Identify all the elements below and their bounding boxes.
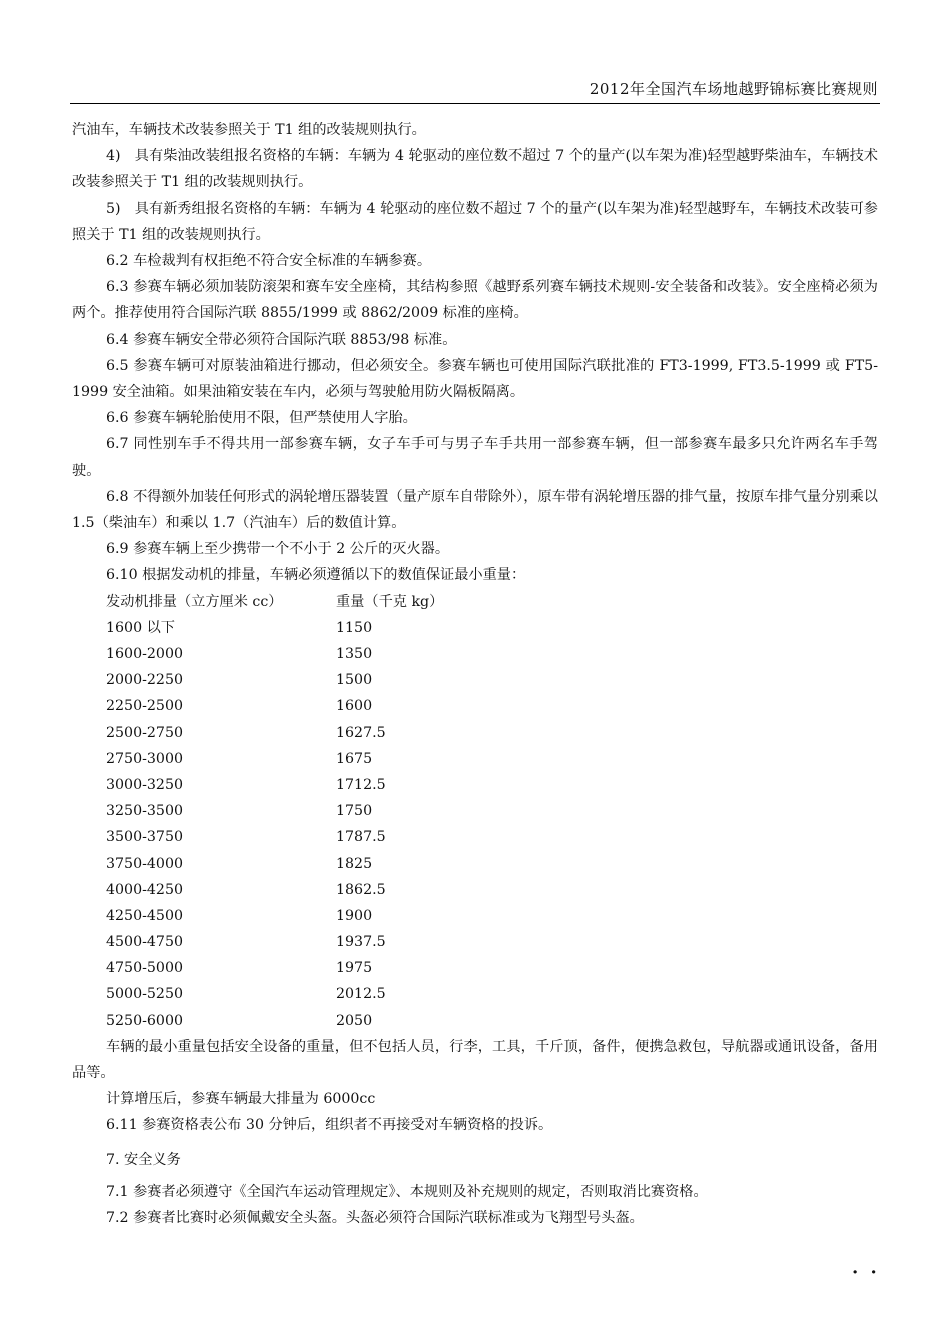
bottom-paragraphs <box>72 1034 878 1139</box>
weight-cell: 1862.5 <box>336 881 386 898</box>
header-divider <box>70 103 880 104</box>
table-row <box>72 903 878 929</box>
weight-cell: 1975 <box>336 960 373 977</box>
table-row <box>72 772 878 798</box>
table-row <box>72 615 878 641</box>
paragraph: 6.11 参赛资格表公布 30 分钟后，组织者不再接受对车辆资格的投诉。 <box>106 1117 553 1134</box>
paragraph: 4) 具有柴油改装组报名资格的车辆：车辆为 4 轮驱动的座位数不超过 7 个的量产(以车架为准)轻型越野柴油车，车辆技术改装参照关于 T1 组的改装规则执行。 <box>72 148 878 191</box>
table-row <box>72 720 878 746</box>
table-row <box>72 981 878 1007</box>
paragraph: 6.7 同性别车手不得共用一部参赛车辆，女子车手可与男子车手共用一部参赛车辆，但一部参赛车最多只允许两名车手驾驶。 <box>72 436 878 479</box>
paragraph: 6.6 参赛车辆轮胎使用不限，但严禁使用人字胎。 <box>106 410 417 427</box>
paragraph: 6.5 参赛车辆可对原装油箱进行挪动，但必须安全。参赛车辆也可使用国际汽联批准的 FT3-1999, FT3.5-1999 或 FT5-1999 安全油箱。如果油箱安装在车内，必须与驾驶舱用防火隔板隔离。 <box>72 357 878 401</box>
table-row <box>72 667 878 693</box>
section-7-heading: 7. 安全义务 <box>106 1151 181 1168</box>
displacement-cell: 5000-5250 <box>106 986 184 1003</box>
page-header-title: 2012年全国汽车场地越野锦标赛比赛规则 <box>589 80 878 98</box>
displacement-cell: 3750-4000 <box>106 855 184 872</box>
weight-cell: 1600 <box>336 698 373 715</box>
displacement-cell: 1600 以下 <box>106 619 175 636</box>
section-7-item: 7.1 参赛者必须遵守《全国汽车运动管理规定》、本规则及补充规则的规定，否则取消比赛资格。 <box>106 1183 708 1200</box>
table-header-weight: 重量（千克 kg） <box>336 593 444 610</box>
displacement-cell: 3000-3250 <box>106 776 184 793</box>
displacement-cell: 2250-2500 <box>106 698 184 715</box>
paragraph: 6.10 根据发动机的排量，车辆必须遵循以下的数值保证最小重量： <box>106 567 526 584</box>
paragraph: 6.3 参赛车辆必须加装防滚架和赛车安全座椅，其结构参照《越野系列赛车辆技术规则-安全装备和改装》。安全座椅必须为两个。推荐使用符合国际汽联 8855/1999 或 8862/2009 标准的座椅。 <box>72 279 878 322</box>
displacement-cell: 3250-3500 <box>106 803 184 820</box>
weight-cell: 1150 <box>336 619 373 636</box>
displacement-cell: 2750-3000 <box>106 750 184 767</box>
table-row <box>72 1008 878 1034</box>
section-7-items <box>72 1179 878 1231</box>
weight-cell: 1825 <box>336 855 373 872</box>
weight-cell: 1627.5 <box>336 724 386 741</box>
weight-cell: 1350 <box>336 646 373 663</box>
displacement-cell: 2000-2250 <box>106 672 184 689</box>
displacement-cell: 4500-4750 <box>106 934 184 951</box>
weight-cell: 1787.5 <box>336 829 386 846</box>
weight-cell: 1500 <box>336 672 373 689</box>
paragraph: 5) 具有新秀组报名资格的车辆：车辆为 4 轮驱动的座位数不超过 7 个的量产(以车架为准)轻型越野车，车辆技术改装可参照关于 T1 组的改装规则执行。 <box>72 200 878 243</box>
page-footer-marks: · · <box>852 1262 880 1283</box>
table-row <box>72 929 878 955</box>
displacement-cell: 4750-5000 <box>106 960 184 977</box>
section-7-item: 7.2 参赛者比赛时必须佩戴安全头盔。头盔必须符合国际汽联标准或为飞翔型号头盔。 <box>106 1210 644 1227</box>
weight-cell: 1675 <box>336 750 373 767</box>
paragraph: 6.4 参赛车辆安全带必须符合国际汽联 8853/98 标准。 <box>106 331 457 348</box>
table-row <box>72 693 878 719</box>
displacement-cell: 1600-2000 <box>106 646 184 663</box>
engine-weight-table <box>72 589 878 1034</box>
paragraph: 6.2 车检裁判有权拒绝不符合安全标准的车辆参赛。 <box>106 253 432 270</box>
table-row <box>72 746 878 772</box>
displacement-cell: 4000-4250 <box>106 881 184 898</box>
table-row <box>72 641 878 667</box>
weight-cell: 1937.5 <box>336 934 386 951</box>
table-body <box>72 615 878 1034</box>
weight-cell: 2012.5 <box>336 986 386 1003</box>
weight-cell: 2050 <box>336 1012 373 1029</box>
paragraph: 6.9 参赛车辆上至少携带一个不小于 2 公斤的灭火器。 <box>106 541 450 558</box>
weight-cell: 1712.5 <box>336 776 386 793</box>
table-row <box>72 955 878 981</box>
paragraph: 汽油车，车辆技术改装参照关于 T1 组的改装规则执行。 <box>72 122 426 138</box>
table-row <box>72 824 878 850</box>
top-paragraphs <box>72 117 878 589</box>
paragraph: 计算增压后，参赛车辆最大排量为 6000cc <box>106 1091 376 1108</box>
displacement-cell: 2500-2750 <box>106 724 184 741</box>
table-row <box>72 851 878 877</box>
displacement-cell: 3500-3750 <box>106 829 184 846</box>
paragraph: 6.8 不得额外加装任何形式的涡轮增压器装置（量产原车自带除外），原车带有涡轮增压器的排气量，按原车排气量分别乘以 1.5（柴油车）和乘以 1.7（汽油车）后的数值计算。 <box>72 488 878 532</box>
table-header <box>72 589 878 615</box>
document-body <box>72 117 878 1231</box>
displacement-cell: 4250-4500 <box>106 907 184 924</box>
displacement-cell: 5250-6000 <box>106 1012 184 1029</box>
table-row <box>72 877 878 903</box>
weight-cell: 1900 <box>336 907 373 924</box>
table-header-displacement: 发动机排量（立方厘米 cc） <box>106 593 283 610</box>
paragraph: 车辆的最小重量包括安全设备的重量，但不包括人员，行李，工具，千斤顶，备件，便携急救包，导航器或通讯设备，备用品等。 <box>72 1038 878 1082</box>
table-row <box>72 798 878 824</box>
weight-cell: 1750 <box>336 803 373 820</box>
